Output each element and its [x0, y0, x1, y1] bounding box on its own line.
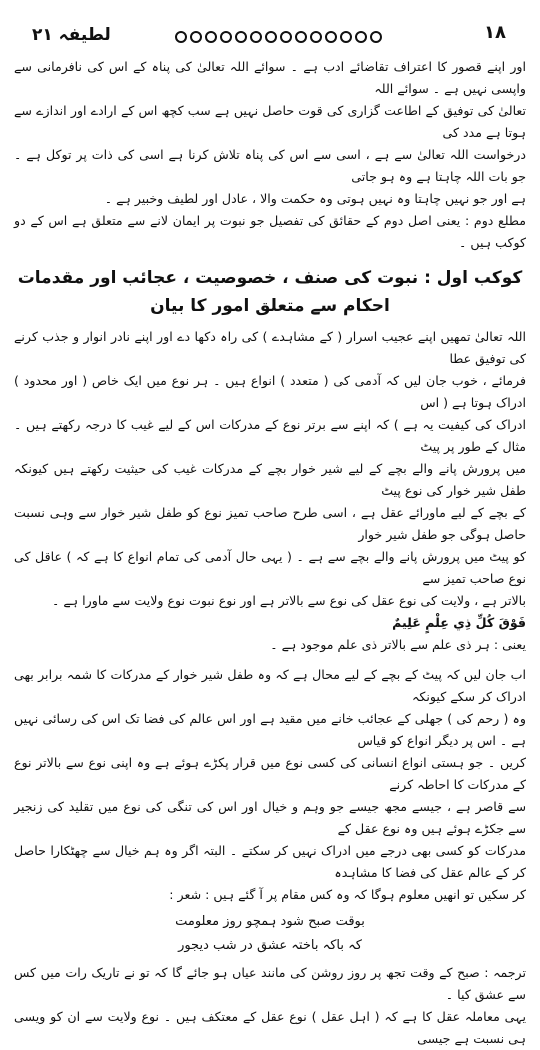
translation-line: ترجمہ : صبح کے وقت تجھ پر روز روشن کی مانند عیاں ہو جائے گا کہ تو نے تاریک رات میں کس سے عشق کیا ۔	[14, 965, 526, 1002]
paragraph	[14, 56, 526, 210]
text-line: کر سکیں تو انھیں معلوم ہوگا کہ وہ کس مقام پر آ گئے ہیں : شعر :	[169, 887, 526, 902]
paragraph	[14, 326, 526, 656]
text-line: مدرکات کو کسی بھی درجے میں ادراک نہیں کر سکتے ۔ البتہ اگر وہ ہم خیال سے چھٹکارا حاصل کر کے عالم عقل کی فضا کا مشاہدہ	[14, 843, 526, 880]
text-line: بالاتر ہے ، ولایت کی نوع عقل کی نوع سے بالاتر ہے اور نوع نبوت نوع ولایت سے ماورا ہے ۔	[52, 593, 526, 608]
paragraph	[14, 962, 526, 1050]
quranic-quote: فَوْقَ كُلِّ ذِي عِلْمٍ عَلِيمٌ	[392, 615, 526, 630]
text-line: تعالیٰ کی توفیق کے اطاعت گزاری کی قوت حاصل نہیں ہے سب کچھ اس کے ارادے اور اندازے سے ہوتا ہے مدد کی	[14, 103, 526, 140]
text-line: کریں ۔ جو ہستی انواع انسانی کی کسی نوع میں قرار پکڑے ہوئے ہے وہ اپنی نوع سے بالاتر نوع کے مدرکات کا احاطہ کرنے	[14, 755, 526, 792]
text-line: اور اپنے قصور کا اعتراف تقاضائے ادب ہے ۔ سوائے اللہ تعالیٰ کی پناہ کے اس کی نافرمانی سے واپسی نہیں ہے ۔ سوائے اللہ	[14, 59, 526, 96]
chain-ornament-icon	[174, 30, 384, 44]
text-line: سے قاصر ہے ، جیسے مجھ جیسے جو وہم و خیال اور اس کی تنگی کی نوع میں تقلید کی زنجیر سے جکڑے ہوئے ہیں وہ نوع عقل کے	[14, 799, 526, 836]
matla-paragraph	[14, 210, 526, 254]
page-number: ۱۸	[484, 22, 506, 43]
section-heading: کوکب اول : نبوت کی صنف ، خصوصیت ، عجائب اور مقدمات احکام سے متعلق امور کا بیان	[17, 268, 523, 316]
text-line: کے بچے کے لیے ماورائے عقل ہے ، اسی طرح صاحب تمیز نوع کو طفل شیر خوار سے وہی نسبت حاصل ہوگی جو طفل شیر خوار	[14, 505, 526, 542]
quote-explanation: یعنی : ہر ذی علم سے بالاتر ذی علم موجود ہے ۔	[270, 637, 526, 652]
text-line: اللہ تعالیٰ تمھیں اپنے عجیب اسرار ( کے مشاہدے ) کی راہ دکھا دے اور اپنے نادر انوار و جذب کرنے کی توفیق عطا	[14, 329, 526, 366]
page-body	[14, 56, 526, 1050]
text-line: درخواست اللہ تعالیٰ سے ہے ، اسی سے اس کی پناہ تلاش کرنا ہے اسی کی ذات پر توکل ہے ۔ جو بات اللہ چاہتا ہے وہ ہو جاتی	[14, 147, 526, 184]
paragraph	[14, 664, 526, 906]
text-line: یہی معاملہ عقل کا ہے کہ ( اہل عقل ) نوع عقل کے معتکف ہیں ۔ نوع ولایت سے ان کو ویسی ہی نسبت ہے جیسی	[14, 1009, 526, 1046]
page-header	[14, 0, 526, 56]
text-line: کو پیٹ میں پرورش پانے والے بچے سے ہے ۔ ( یہی حال آدمی کی تمام انواع کا ہے کہ ) عاقل کی نوع صاحب تمیز سے	[14, 549, 526, 586]
text-line: ادراک کی کیفیت یہ ہے ) کہ اپنے سے برتر نوع کے مدرکات اس کے لیے غیب کا درجہ رکھتے ہیں ۔ مثال کے طور پر پیٹ	[14, 417, 526, 454]
section-label: لطیفہ ۲۱	[32, 25, 111, 45]
text-line: وہ ( رحم کی ) جھلی کے عجائب خانے میں مقید ہے اور اس عالم کی فضا تک اس کی رسائی نہیں ہے ۔ اس پر دیگر انواع کو قیاس	[14, 711, 526, 748]
text-line: اب جان لیں کہ پیٹ کے بچے کے لیے محال ہے کہ وہ طفل شیر خوار کے مدرکات کا شمہ برابر بھی ادراک کر سکے کیونکہ	[14, 667, 526, 704]
persian-verse	[14, 910, 526, 958]
spacer	[14, 656, 526, 664]
text-line: ہے اور جو نہیں چاہتا وہ نہیں ہوتی وہ حکمت والا ، عادل اور لطیف وخبیر ہے ۔	[104, 191, 526, 206]
text-line: فرمائے ، خوب جان لیں کہ آدمی کی ( متعدد ) انواع ہیں ۔ ہر نوع میں ایک خاص ( اور محدود ) ادراک ہوتا ہے ( اس	[14, 373, 526, 410]
text-line: میں پرورش پانے والے بچے کے لیے شیر خوار بچے کے مدرکات غیب کی حیثیت رکھتے ہیں کیونکہ طفل شیر خوار کی نوع پیٹ	[14, 461, 526, 498]
verse-line: بوقت صبح شود ہمچو روز معلومت	[175, 914, 365, 929]
verse-line: کہ باکہ باختہ عشق در شب دیجور	[178, 938, 362, 953]
text-line: مطلع دوم : یعنی اصل دوم کے حقائق کی تفصیل جو نبوت پر ایمان لانے سے متعلق ہے اس کے دو کوکب ہیں ۔	[14, 213, 526, 250]
